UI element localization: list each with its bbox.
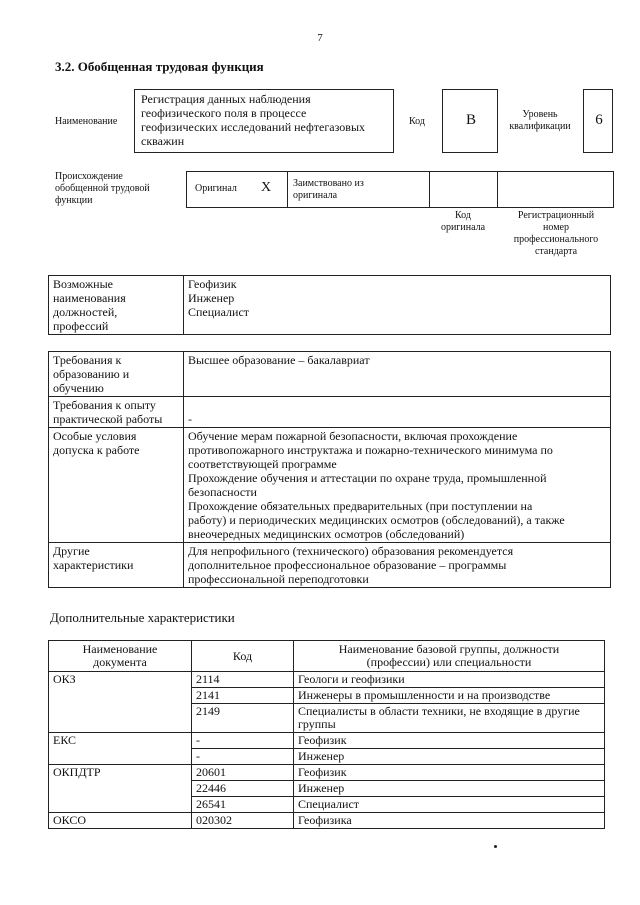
code-original-caption: Код оригинала	[440, 210, 486, 233]
list-item: Геофизик	[188, 277, 237, 291]
section-title: 3.2. Обобщенная трудовая функция	[55, 59, 264, 74]
req-experience-value: -	[184, 397, 611, 428]
cell-name: Инженеры в промышленности и на производстве	[294, 688, 605, 704]
cell-name: Специалисты в области техники, не входящие в другие группы	[294, 704, 605, 733]
cell-code: -	[192, 733, 294, 749]
req-conditions-label: Особые условия допуска к работе	[49, 428, 184, 543]
cell-doc	[49, 704, 192, 733]
cell-doc: ОКСО	[49, 813, 192, 829]
req-education-value: Высшее образование – бакалавриат	[184, 352, 611, 397]
cell-doc: ОКПДТР	[49, 765, 192, 781]
name-label: Наименование	[55, 116, 118, 127]
table-header-row	[49, 641, 605, 672]
cell-code: 2114	[192, 672, 294, 688]
req-experience-label: Требования к опыту практической работы	[49, 397, 184, 428]
page-number: 7	[317, 32, 323, 44]
origin-divider-3	[497, 172, 498, 207]
header-code: Код	[192, 641, 294, 672]
additional-title: Дополнительные характеристики	[50, 610, 235, 625]
cell-doc	[49, 688, 192, 704]
cell-doc	[49, 749, 192, 765]
cell-name: Специалист	[294, 797, 605, 813]
requirements-table	[48, 351, 611, 588]
cell-name: Геофизик	[294, 765, 605, 781]
req-other-label: Другие характеристики	[49, 543, 184, 588]
original-mark: Х	[261, 180, 272, 195]
list-item: Инженер	[188, 291, 235, 305]
table-row	[49, 765, 605, 781]
cell-code: 2149	[192, 704, 294, 733]
table-row	[49, 749, 605, 765]
code-label: Код	[409, 116, 425, 127]
origin-divider-1	[287, 172, 288, 207]
scan-dot	[494, 845, 497, 848]
req-conditions-value: Обучение мерам пожарной безопасности, включая прохождение противопожарного инструктажа и пожарно-технического минимума по соответствующей программе Прохождение обучения и аттестации по охране труда, промышленной безопасности Прохождение обязательных предварительных (при поступлении на работу) и периодических медицинских осмотров (обследований), а также внеочередных медицинских осмотров (обследований)	[184, 428, 611, 543]
code-value-box	[442, 89, 498, 153]
origin-divider-2	[429, 172, 430, 207]
table-row	[49, 672, 605, 688]
reg-number-caption: Регистрационный номер профессионального стандарта	[513, 210, 599, 257]
borrowed-label: Заимствовано из оригинала	[293, 178, 364, 201]
cell-name: Геофизик	[294, 733, 605, 749]
positions-label: Возможные наименования должностей, профессий	[49, 276, 184, 335]
req-other-value: Для непрофильного (технического) образования рекомендуется дополнительное профессиональное образование – программы профессиональной переподготовки	[184, 543, 611, 588]
cell-name: Инженер	[294, 749, 605, 765]
name-value-box	[134, 89, 394, 153]
list-item: Специалист	[188, 305, 250, 319]
cell-code: 2141	[192, 688, 294, 704]
origin-label: Происхождение обобщенной трудовой функции	[55, 171, 150, 206]
origin-box	[186, 171, 614, 208]
cell-code: 20601	[192, 765, 294, 781]
table-row	[49, 813, 605, 829]
positions-table	[48, 275, 611, 335]
cell-code: 22446	[192, 781, 294, 797]
header-doc: Наименование документа	[49, 641, 192, 672]
cell-doc	[49, 781, 192, 797]
name-value: Регистрация данных наблюдения геофизического поля в процессе геофизических исследований нефтегазовых скважин	[141, 92, 366, 148]
cell-name: Геологи и геофизики	[294, 672, 605, 688]
req-education-label: Требования к образованию и обучению	[49, 352, 184, 397]
table-row	[49, 797, 605, 813]
cell-code: -	[192, 749, 294, 765]
cell-doc	[49, 797, 192, 813]
header-group: Наименование базовой группы, должности (профессии) или специальности	[294, 641, 605, 672]
positions-values	[184, 276, 611, 335]
level-label: Уровень квалификации	[509, 109, 571, 132]
table-row	[49, 704, 605, 733]
table-row	[49, 733, 605, 749]
code-value: В	[465, 112, 476, 128]
level-value: 6	[595, 112, 603, 128]
table-row	[49, 688, 605, 704]
table-row	[49, 781, 605, 797]
level-value-box	[583, 89, 613, 153]
cell-name: Геофизика	[294, 813, 605, 829]
additional-table	[48, 640, 605, 829]
cell-name: Инженер	[294, 781, 605, 797]
cell-code: 26541	[192, 797, 294, 813]
cell-doc: ЕКС	[49, 733, 192, 749]
original-label: Оригинал	[195, 183, 237, 194]
cell-code: 020302	[192, 813, 294, 829]
cell-doc: ОКЗ	[49, 672, 192, 688]
